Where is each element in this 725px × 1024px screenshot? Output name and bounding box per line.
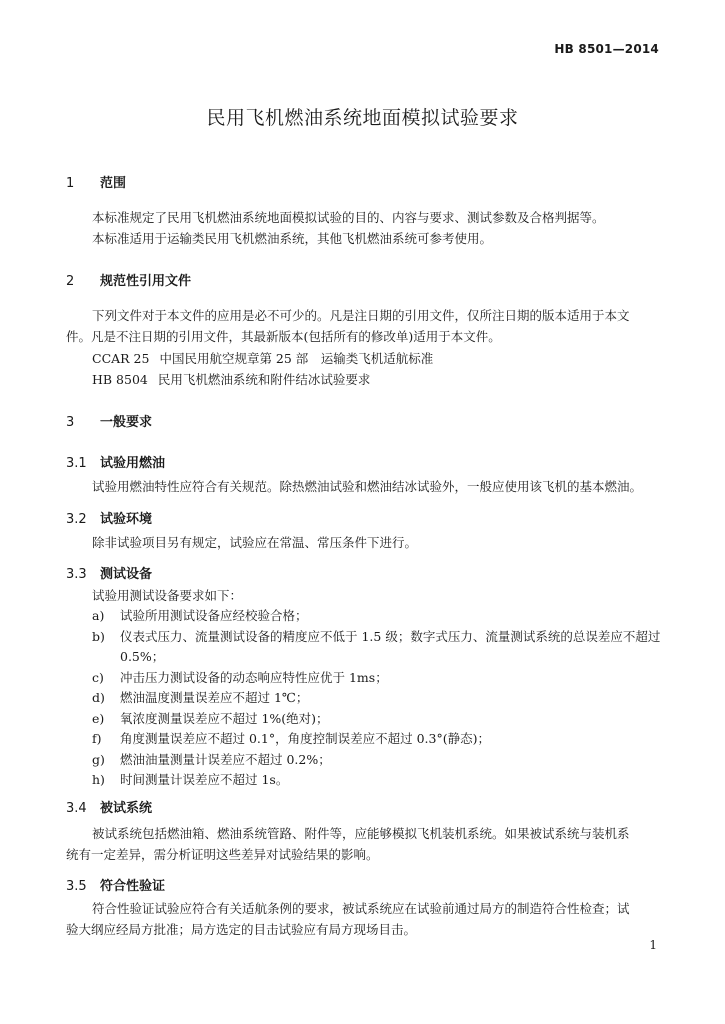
list-item [92,750,662,771]
list-item [92,729,662,750]
section-title: 一般要求 [100,415,153,430]
reference-title: 民用飞机燃油系统和附件结冰试验要求 [157,372,371,387]
section-number: 3 [66,415,75,430]
section-3-2-heading [66,508,152,527]
section-3-4-paragraph-line-2: 统有一定差异，需分析证明这些差异对试验结果的影响。 [66,847,379,862]
list-marker: g) [92,751,105,767]
section-2-paragraph-line-1: 下列文件对于本文件的应用是必不可少的。凡是注日期的引用文件，仅所注日期的版本适用于本文 [92,308,630,323]
list-text: 氧浓度测量误差应不超过 1%(绝对)； [120,710,329,726]
section-3-1-paragraph: 试验用燃油特性应符合有关规范。除热燃油试验和燃油结冰试验外，一般应使用该飞机的基本燃油。 [92,479,643,494]
section-title: 符合性验证 [100,879,166,894]
section-number: 1 [66,176,75,191]
section-3-5-heading [66,875,165,894]
section-number: 3.4 [66,801,87,816]
list-marker: d) [92,690,105,705]
section-3-heading [66,411,152,430]
section-number: 3.3 [66,567,87,582]
list-text: 试验所用测试设备应经校验合格； [120,608,308,623]
section-3-2-paragraph: 除非试验项目另有规定，试验应在常温、常压条件下进行。 [92,535,418,550]
section-number: 2 [66,274,75,289]
section-title: 测试设备 [100,567,153,582]
list-marker: c) [92,669,104,685]
section-title: 被试系统 [100,801,153,816]
section-number: 3.1 [66,456,87,471]
section-3-5-paragraph-line-1: 符合性验证试验应符合有关适航条例的要求，被试系统应在试验前通过局方的制造符合性检查；试 [92,901,630,916]
list-item [92,668,662,689]
list-marker: b) [92,628,105,644]
reference-code: CCAR 25 [92,351,150,366]
section-1-paragraph-1: 本标准规定了民用飞机燃油系统地面模拟试验的目的、内容与要求、测试参数及合格判据等。 [92,210,605,225]
section-number: 3.2 [66,512,87,527]
section-title: 试验环境 [100,512,153,527]
standard-code: HB 8501—2014 [554,42,659,56]
section-title: 范围 [100,176,127,191]
list-item [92,770,662,791]
list-text: 仪表式压力、流量测试设备的精度应不低于 1.5 级；数字式压力、流量测试系统的总误差应不超过 0.5%； [120,628,661,664]
reference-title: 中国民用航空规章第 25 部 运输类飞机适航标准 [159,351,434,366]
list-marker: a) [92,608,105,623]
section-3-3-intro: 试验用测试设备要求如下： [92,588,243,603]
section-2-paragraph-line-2: 件。凡是不注日期的引用文件，其最新版本(包括所有的修改单)适用于本文件。 [66,329,501,344]
section-title: 规范性引用文件 [100,274,192,289]
document-title: 民用飞机燃油系统地面模拟试验要求 [206,107,519,129]
section-3-5-paragraph-line-2: 验大纲应经局方批准；局方选定的目击试验应有局方现场目击。 [66,922,417,937]
list-text: 冲击压力测试设备的动态响应特性应优于 1ms； [120,669,388,685]
section-3-3-heading [66,563,152,582]
list-text: 燃油温度测量误差应不超过 1℃； [120,690,309,705]
section-number: 3.5 [66,879,87,894]
section-title: 试验用燃油 [100,456,166,471]
reference-code: HB 8504 [92,372,148,387]
list-marker: f) [92,731,102,746]
equipment-requirements-list [92,606,662,791]
section-3-1-heading [66,452,165,471]
list-marker: e) [92,710,105,726]
page-number: 1 [649,938,657,952]
list-item [92,627,662,668]
section-3-4-paragraph-line-1: 被试系统包括燃油箱、燃油系统管路、附件等，应能够模拟飞机装机系统。如果被试系统与装机系 [92,826,630,841]
list-item [92,688,662,709]
reference-item [92,370,370,390]
list-marker: h) [92,772,105,787]
section-1-paragraph-2: 本标准适用于运输类民用飞机燃油系统，其他飞机燃油系统可参考使用。 [92,231,493,246]
section-3-4-heading [66,797,152,816]
list-item [92,709,662,730]
section-2-heading [66,270,191,289]
reference-item [92,349,433,369]
list-item [92,606,662,627]
list-text: 燃油油量测量计误差应不超过 0.2%； [120,751,331,767]
list-text: 时间测量计误差应不超过 1s。 [120,772,289,787]
section-1-heading [66,172,126,191]
list-text: 角度测量误差应不超过 0.1°，角度控制误差应不超过 0.3°(静态)； [120,731,490,746]
